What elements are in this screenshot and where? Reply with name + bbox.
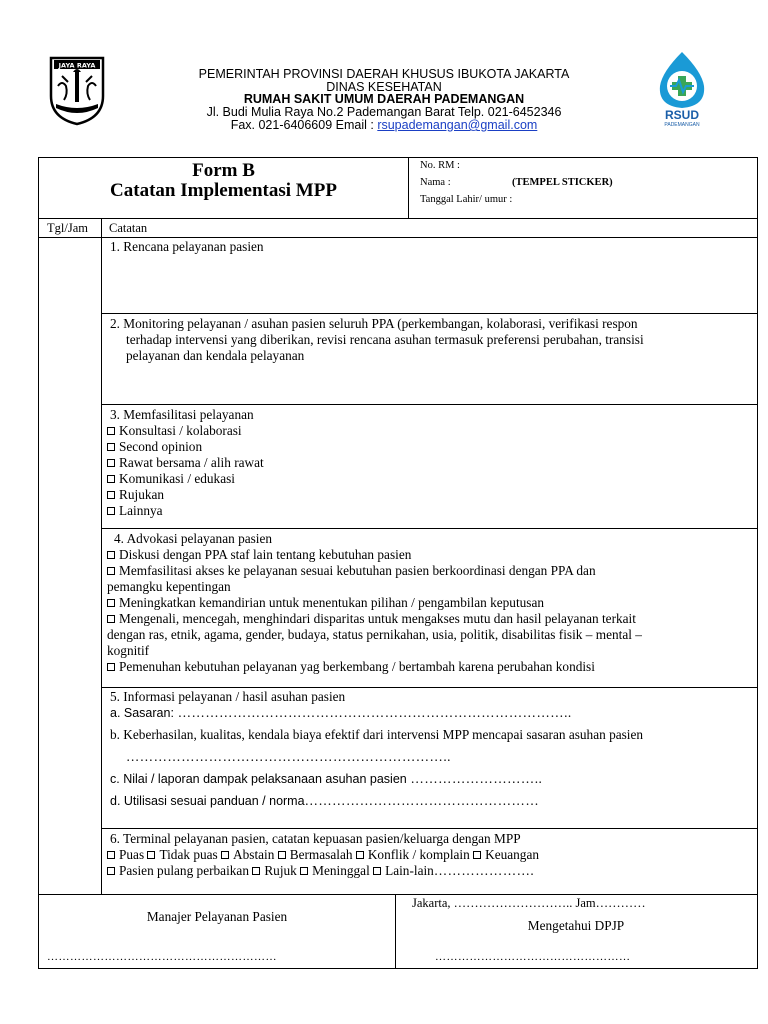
- lain-lain-field[interactable]: ………………….: [433, 863, 535, 878]
- checkbox[interactable]: [107, 443, 115, 451]
- checkbox[interactable]: [107, 491, 115, 499]
- option-komunikasi[interactable]: Komunikasi / edukasi: [107, 471, 235, 487]
- option-kemandirian[interactable]: Meningkatkan kemandirian untuk menentukan pilihan / pengambilan keputusan: [107, 595, 544, 611]
- option-lainnya[interactable]: Lainnya: [107, 503, 163, 519]
- option-second-opinion[interactable]: Second opinion: [107, 439, 202, 455]
- checkbox[interactable]: [107, 867, 115, 875]
- checkbox[interactable]: [107, 427, 115, 435]
- section-5a: [110, 705, 572, 721]
- option-disparitas-cont-2: kognitif: [107, 643, 150, 658]
- option-meninggal[interactable]: Meninggal: [300, 863, 370, 878]
- nilai-field[interactable]: ………………………..: [406, 771, 543, 786]
- form-subtitle: Catatan Implementasi MPP: [110, 180, 337, 201]
- svg-text:JAYA RAYA: JAYA RAYA: [58, 61, 96, 70]
- checkbox[interactable]: [473, 851, 481, 859]
- section-6-row-1: [107, 847, 539, 863]
- place-date-time-field[interactable]: Jakarta, ……………………….. Jam…………: [412, 896, 646, 910]
- header-government: PEMERINTAH PROVINSI DAERAH KHUSUS IBUKOTA JAKARTA: [198, 67, 570, 81]
- option-memfasilitasi-akses-cont: pemangku kepentingan: [107, 579, 231, 594]
- option-tidak-puas[interactable]: Tidak puas: [147, 847, 217, 862]
- option-bermasalah[interactable]: Bermasalah: [278, 847, 353, 862]
- form-title: Form B: [192, 160, 255, 181]
- column-date: Tgl/Jam: [47, 221, 88, 235]
- section-5c: [110, 771, 542, 787]
- checkbox[interactable]: [107, 475, 115, 483]
- manager-signature-field[interactable]: ……………………………………………………: [47, 951, 277, 963]
- logo-pademangan-text: PADEMANGAN: [664, 122, 700, 128]
- logo-rsud-text: RSUD: [664, 108, 700, 122]
- manager-label: Manajer Pelayanan Pasien: [146, 909, 288, 924]
- checkbox[interactable]: [107, 507, 115, 515]
- section-5b: b. Keberhasilan, kualitas, kendala biaya efektif dari intervensi MPP mencapai sasaran asuhan pasien: [110, 727, 644, 742]
- option-abstain[interactable]: Abstain: [221, 847, 274, 862]
- section-3-title: 3. Memfasilitasi pelayanan: [110, 407, 254, 422]
- sasaran-field[interactable]: …………………………………………………………………………..: [173, 705, 572, 720]
- option-pemenuhan[interactable]: Pemenuhan kebutuhan pelayanan yag berkembang / bertambah karena perubahan kondisi: [107, 659, 595, 675]
- option-konflik[interactable]: Konflik / komplain: [356, 847, 470, 862]
- option-pulang-perbaikan[interactable]: Pasien pulang perbaikan: [107, 863, 249, 878]
- utilisasi-label: d. Utilisasi sesuai panduan / norma: [110, 794, 305, 808]
- rsud-logo: [644, 50, 720, 128]
- header-address: Jl. Budi Mulia Raya No.2 Pademangan Barat Telp. 021-6452346: [206, 105, 562, 119]
- utilisasi-field[interactable]: ……………………………………………: [304, 793, 540, 808]
- option-memfasilitasi-akses[interactable]: Memfasilitasi akses ke pelayanan sesuai kebutuhan pasien berkoordinasi dengan PPA dan: [107, 563, 596, 579]
- checkbox[interactable]: [107, 663, 115, 671]
- option-keuangan[interactable]: Keuangan: [473, 847, 539, 862]
- option-disparitas[interactable]: Mengenali, mencegah, menghindari disparitas untuk mengakses mutu dan hasil pelayanan terkait: [107, 611, 636, 627]
- checkbox[interactable]: [221, 851, 229, 859]
- checkbox[interactable]: [373, 867, 381, 875]
- option-diskusi-ppa[interactable]: Diskusi dengan PPA staf lain tentang kebutuhan pasien: [107, 547, 411, 563]
- checkbox[interactable]: [300, 867, 308, 875]
- option-lain-lain[interactable]: Lain-lain: [373, 863, 434, 878]
- option-disparitas-cont-1: dengan ras, etnik, agama, gender, budaya, status pernikahan, usia, politik, disabilitas fisik – mental –: [107, 627, 642, 642]
- section-1-title: 1. Rencana pelayanan pasien: [110, 239, 264, 254]
- column-notes: Catatan: [109, 221, 148, 235]
- mpp-form: [38, 157, 758, 969]
- checkbox[interactable]: [107, 615, 115, 623]
- section-2-line-3: pelayanan dan kendala pelayanan: [126, 348, 305, 363]
- section-6-title: 6. Terminal pelayanan pasien, catatan kepuasan pasien/keluarga dengan MPP: [110, 831, 521, 846]
- checkbox[interactable]: [107, 599, 115, 607]
- dpjp-signature-field[interactable]: ……………………………………………: [435, 951, 631, 963]
- option-konsultasi[interactable]: Konsultasi / kolaborasi: [107, 423, 242, 439]
- email-link[interactable]: rsupademangan@gmail.com: [377, 118, 538, 132]
- option-rawat-bersama[interactable]: Rawat bersama / alih rawat: [107, 455, 264, 471]
- nama-label: Nama :: [420, 177, 451, 188]
- nilai-label: c. Nilai / laporan dampak pelaksanaan asuhan pasien: [110, 772, 407, 786]
- section-6-row-2: [107, 863, 534, 879]
- section-5d: [110, 793, 539, 809]
- checkbox[interactable]: [107, 567, 115, 575]
- birthdate-label: Tanggal Lahir/ umur :: [420, 194, 513, 205]
- checkbox[interactable]: [147, 851, 155, 859]
- checkbox[interactable]: [107, 459, 115, 467]
- checkbox[interactable]: [107, 551, 115, 559]
- header-fax: Fax. 021-6406609 Email :: [230, 118, 378, 132]
- option-rujuk[interactable]: Rujuk: [252, 863, 297, 878]
- sticker-label: (TEMPEL STICKER): [512, 177, 613, 188]
- header-department: DINAS KESEHATAN: [326, 80, 442, 94]
- header-hospital-name: RUMAH SAKIT UMUM DAERAH PADEMANGAN: [243, 92, 525, 106]
- option-puas[interactable]: Puas: [107, 847, 144, 862]
- section-2-line-2: terhadap intervensi yang diberikan, revisi rencana asuhan termasuk preferensi perubahan, transisi: [126, 332, 644, 347]
- checkbox[interactable]: [278, 851, 286, 859]
- sasaran-label: a. Sasaran:: [110, 706, 174, 720]
- option-rujukan[interactable]: Rujukan: [107, 487, 164, 503]
- section-5-title: 5. Informasi pelayanan / hasil asuhan pasien: [110, 689, 346, 704]
- dpjp-label: Mengetahui DPJP: [527, 918, 625, 933]
- no-rm-label: No. RM :: [420, 160, 460, 171]
- checkbox[interactable]: [107, 851, 115, 859]
- checkbox[interactable]: [252, 867, 260, 875]
- checkbox[interactable]: [356, 851, 364, 859]
- section-4-title: 4. Advokasi pelayanan pasien: [114, 531, 273, 546]
- section-2-line-1: 2. Monitoring pelayanan / asuhan pasien seluruh PPA (perkembangan, kolaborasi, verifikasi respon: [110, 316, 638, 331]
- keberhasilan-field[interactable]: ……………………………………………………………..: [126, 749, 451, 764]
